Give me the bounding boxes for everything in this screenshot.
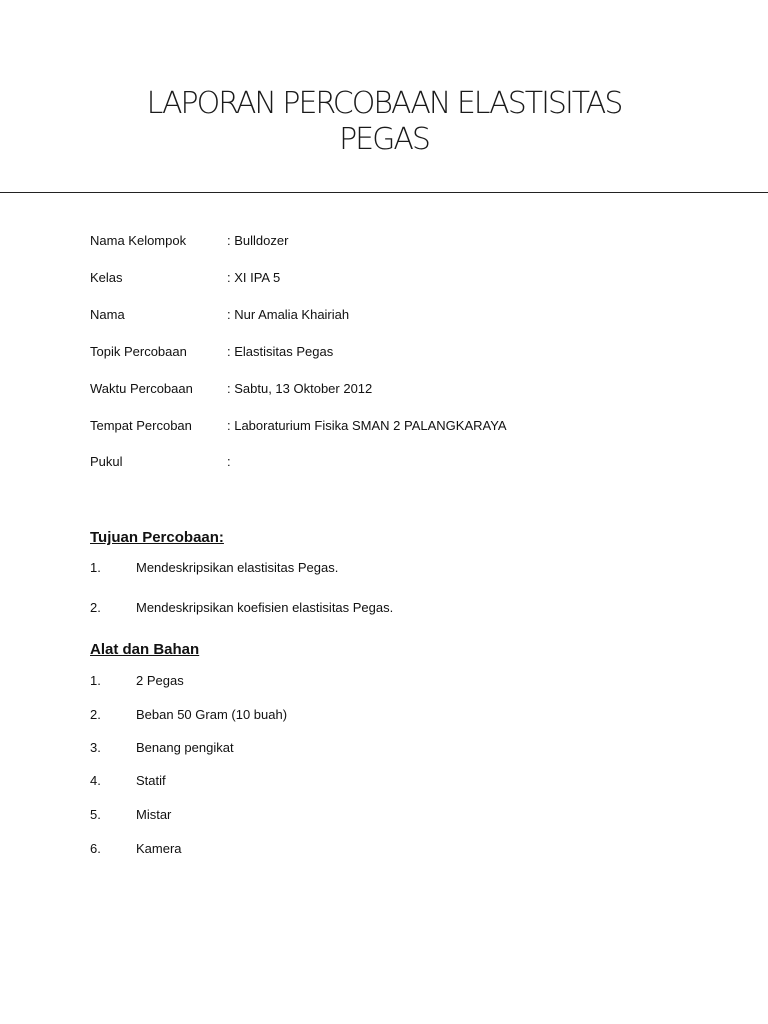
list-item-text: Statif (136, 773, 166, 788)
list-item-number: 1. (90, 560, 101, 575)
horizontal-divider (0, 192, 768, 193)
section-heading-alat: Alat dan Bahan (90, 641, 200, 658)
info-label: Nama Kelompok (90, 233, 187, 248)
info-value: : Nur Amalia Khairiah (227, 307, 350, 322)
document-title-line-1: LAPORAN PERCOBAAN ELASTISITAS (146, 86, 622, 121)
info-value: : Laboraturium Fisika SMAN 2 PALANGKARAYA (227, 418, 507, 433)
list-item-text: Mendeskripsikan elastisitas Pegas. (136, 560, 339, 575)
list-item-number: 1. (90, 673, 101, 688)
document-title-line-2: PEGAS (339, 122, 429, 157)
list-item-number: 5. (90, 807, 101, 822)
document-title (0, 86, 768, 158)
info-label: Kelas (90, 270, 123, 285)
info-label: Tempat Percoban (90, 418, 192, 433)
list-item-text: Mistar (136, 807, 172, 822)
list-item-text: Beban 50 Gram (10 buah) (136, 707, 288, 722)
list-item-number: 2. (90, 600, 101, 615)
list-item-text: 2 Pegas (136, 673, 184, 688)
list-item-number: 2. (90, 707, 101, 722)
list-item-text: Kamera (136, 841, 182, 856)
section-heading-tujuan: Tujuan Percobaan: (90, 529, 224, 546)
info-value: : Elastisitas Pegas (227, 344, 334, 359)
list-item-text: Mendeskripsikan koefisien elastisitas Pegas. (136, 600, 394, 615)
info-value: : (227, 454, 231, 469)
info-label: Pukul (90, 454, 123, 469)
info-value: : Sabtu, 13 Oktober 2012 (227, 381, 373, 396)
info-label: Nama (90, 307, 125, 322)
info-value: : XI IPA 5 (227, 270, 281, 285)
info-value: : Bulldozer (227, 233, 289, 248)
list-item-number: 6. (90, 841, 101, 856)
info-label: Waktu Percobaan (90, 381, 193, 396)
list-item-number: 4. (90, 773, 101, 788)
list-item-number: 3. (90, 740, 101, 755)
info-label: Topik Percobaan (90, 344, 187, 359)
list-item-text: Benang pengikat (136, 740, 234, 755)
